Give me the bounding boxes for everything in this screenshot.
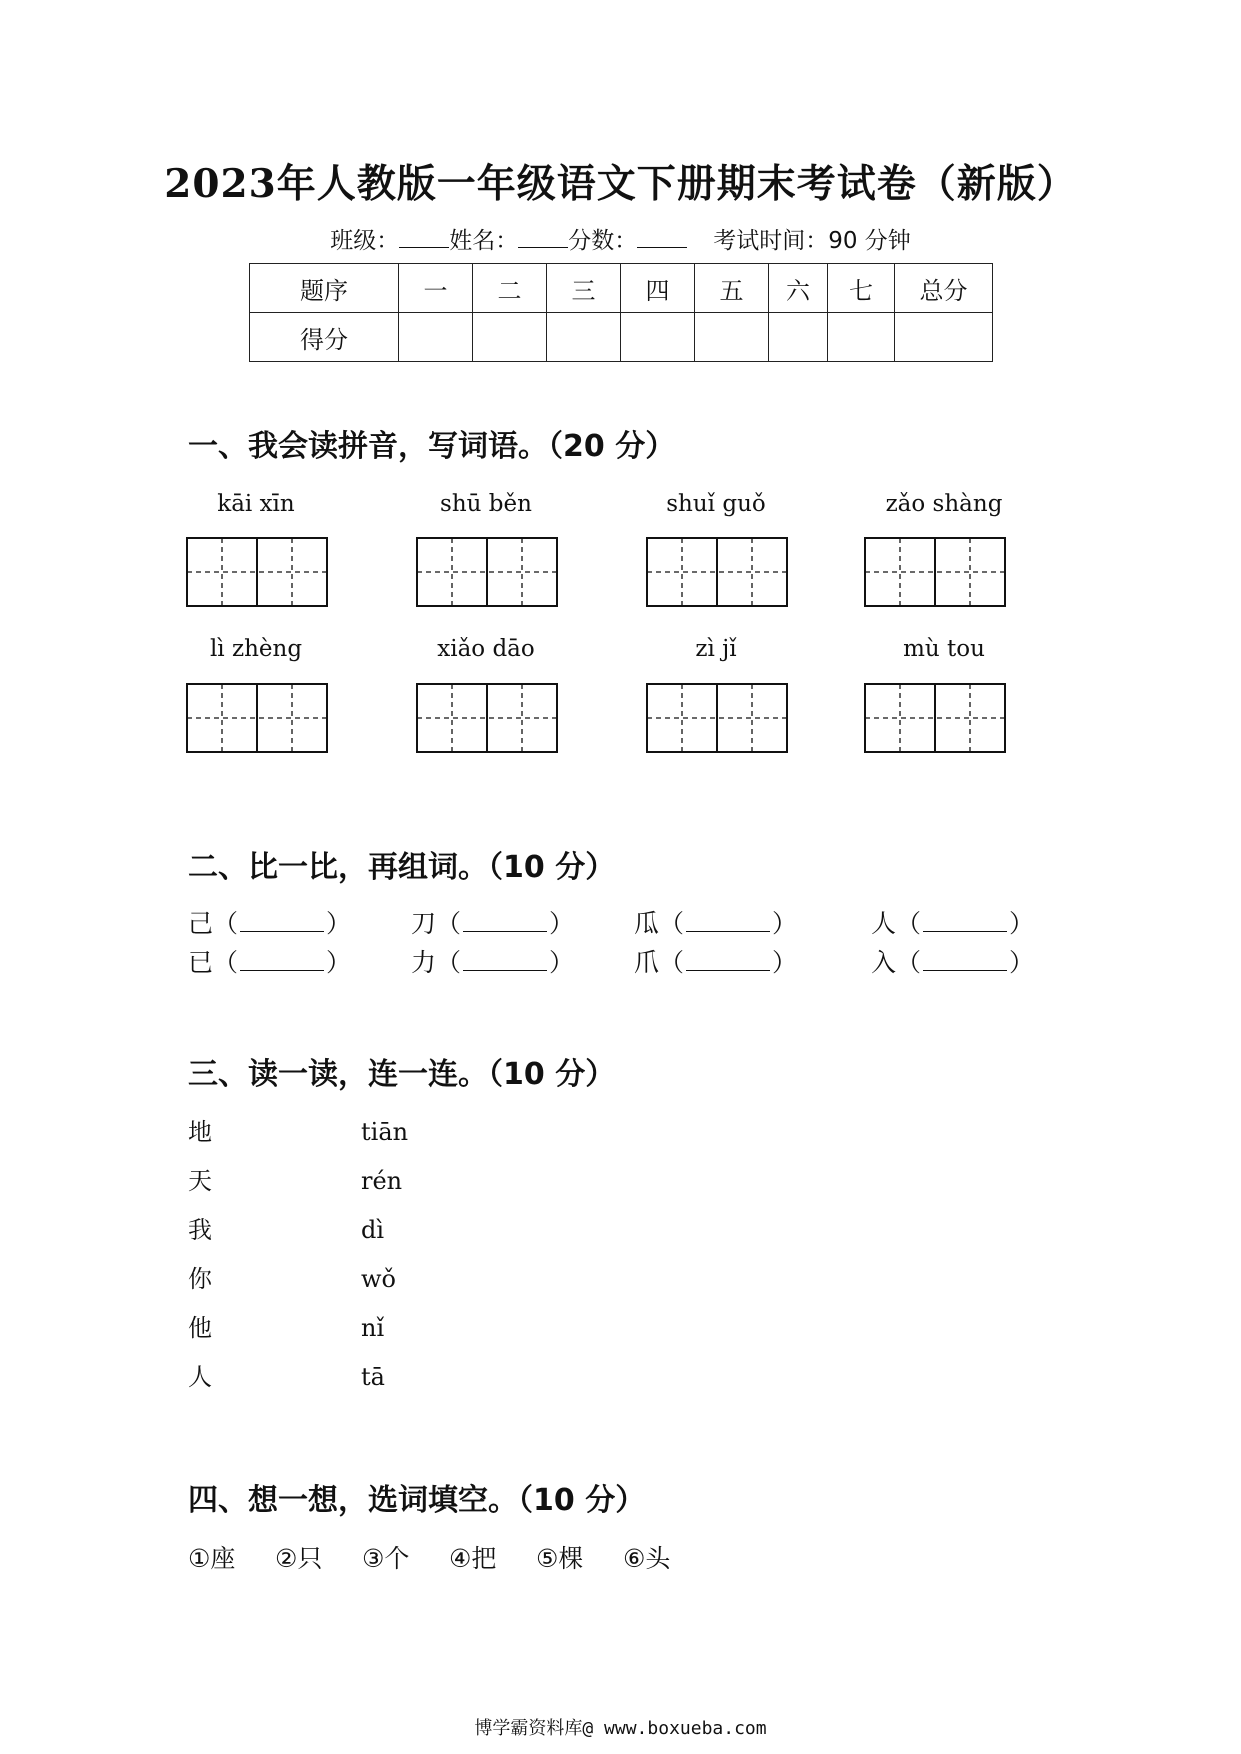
compare-item: 入（ ） [871, 948, 1035, 977]
pinyin-label: kāi xīn [217, 491, 295, 517]
section1-heading: 一、我会读拼音，写词语。（20 分） [188, 429, 676, 464]
compare-item: 刀（ ） [411, 909, 575, 938]
score-table [249, 263, 993, 362]
score-cell[interactable] [769, 313, 828, 362]
word-option: ⑥头 [623, 1544, 671, 1573]
pinyin-label: lì zhèng [209, 636, 303, 662]
pinyin-label: zì jǐ [695, 636, 737, 662]
table-header-cell: 题序 [250, 264, 399, 313]
class-blank[interactable] [399, 227, 449, 248]
pinyin-label: shū běn [440, 491, 532, 517]
compare-item: 爪（ ） [634, 948, 798, 977]
score-cell[interactable] [695, 313, 769, 362]
match-pinyin[interactable]: tiān [361, 1118, 409, 1146]
pinyin-label: xiǎo dāo [437, 636, 535, 662]
match-pinyin[interactable]: tā [361, 1363, 385, 1391]
word-option: ③个 [362, 1544, 410, 1573]
answer-blank[interactable] [240, 952, 324, 971]
match-pinyin[interactable]: nǐ [361, 1314, 385, 1342]
compare-item: 人（ ） [871, 909, 1035, 938]
answer-blank[interactable] [240, 913, 324, 932]
table-header-cell: 一 [399, 264, 473, 313]
writing-grid[interactable] [186, 537, 328, 607]
score-blank[interactable] [637, 227, 687, 248]
compare-char: 刀 [411, 909, 437, 938]
match-pinyin[interactable]: wǒ [361, 1265, 396, 1293]
table-header-cell: 三 [547, 264, 621, 313]
score-row-label: 得分 [250, 313, 399, 362]
score-cell[interactable] [547, 313, 621, 362]
match-pinyin[interactable]: dì [361, 1216, 385, 1244]
student-info-line [0, 226, 1241, 256]
writing-grid[interactable] [864, 683, 1006, 753]
compare-item: 己（ ） [188, 909, 352, 938]
answer-blank[interactable] [463, 952, 547, 971]
match-char[interactable]: 你 [188, 1265, 212, 1293]
table-header-cell: 总分 [895, 264, 993, 313]
match-pinyin[interactable]: rén [361, 1167, 403, 1195]
score-cell[interactable] [828, 313, 895, 362]
answer-blank[interactable] [686, 952, 770, 971]
compare-item: 力（ ） [411, 948, 575, 977]
answer-blank[interactable] [923, 913, 1007, 932]
table-header-cell: 四 [621, 264, 695, 313]
footer-watermark: 博学霸资料库@ www.boxueba.com [474, 1718, 767, 1739]
writing-grid[interactable] [646, 683, 788, 753]
answer-blank[interactable] [463, 913, 547, 932]
table-header-cell: 七 [828, 264, 895, 313]
match-char[interactable]: 天 [188, 1167, 212, 1195]
table-header-cell: 二 [473, 264, 547, 313]
table-header-cell: 五 [695, 264, 769, 313]
writing-grid[interactable] [416, 683, 558, 753]
class-label: 班级： [330, 228, 400, 254]
writing-grid[interactable] [864, 537, 1006, 607]
score-cell[interactable] [895, 313, 993, 362]
word-option: ②只 [275, 1544, 323, 1573]
compare-item: 瓜（ ） [634, 909, 798, 938]
match-char[interactable]: 他 [188, 1314, 212, 1342]
match-char[interactable]: 地 [188, 1118, 212, 1146]
table-header-cell: 六 [769, 264, 828, 313]
compare-char: 己 [188, 909, 214, 938]
score-cell[interactable] [621, 313, 695, 362]
page-title: 2023年人教版一年级语文下册期末考试卷（新版） [164, 161, 1077, 207]
compare-char: 瓜 [634, 909, 660, 938]
match-char[interactable]: 我 [188, 1216, 212, 1244]
match-char[interactable]: 人 [188, 1363, 212, 1391]
answer-blank[interactable] [923, 952, 1007, 971]
compare-char: 已 [188, 948, 214, 977]
compare-char: 人 [871, 909, 897, 938]
word-option: ④把 [449, 1544, 497, 1573]
writing-grid[interactable] [186, 683, 328, 753]
score-table-header-row [250, 264, 993, 313]
score-table-score-row [250, 313, 993, 362]
compare-char: 爪 [634, 948, 660, 977]
name-blank[interactable] [518, 227, 568, 248]
pinyin-label: shuǐ guǒ [666, 491, 766, 517]
section2-heading: 二、比一比，再组词。（10 分） [188, 850, 616, 885]
name-label: 姓名： [449, 228, 519, 254]
compare-char: 入 [871, 948, 897, 977]
compare-item: 已（ ） [188, 948, 352, 977]
pinyin-label: zǎo shàng [885, 491, 1003, 517]
score-label: 分数： [568, 228, 638, 254]
score-cell[interactable] [473, 313, 547, 362]
exam-time: 考试时间：90 分钟 [713, 228, 911, 254]
writing-grid[interactable] [416, 537, 558, 607]
word-option: ⑤棵 [536, 1544, 584, 1573]
section3-heading: 三、读一读，连一连。（10 分） [188, 1057, 616, 1092]
section4-heading: 四、想一想，选词填空。（10 分） [188, 1483, 646, 1518]
answer-blank[interactable] [686, 913, 770, 932]
compare-char: 力 [411, 948, 437, 977]
writing-grid[interactable] [646, 537, 788, 607]
score-cell[interactable] [399, 313, 473, 362]
word-option: ①座 [188, 1544, 236, 1573]
pinyin-label: mù tou [903, 636, 985, 662]
